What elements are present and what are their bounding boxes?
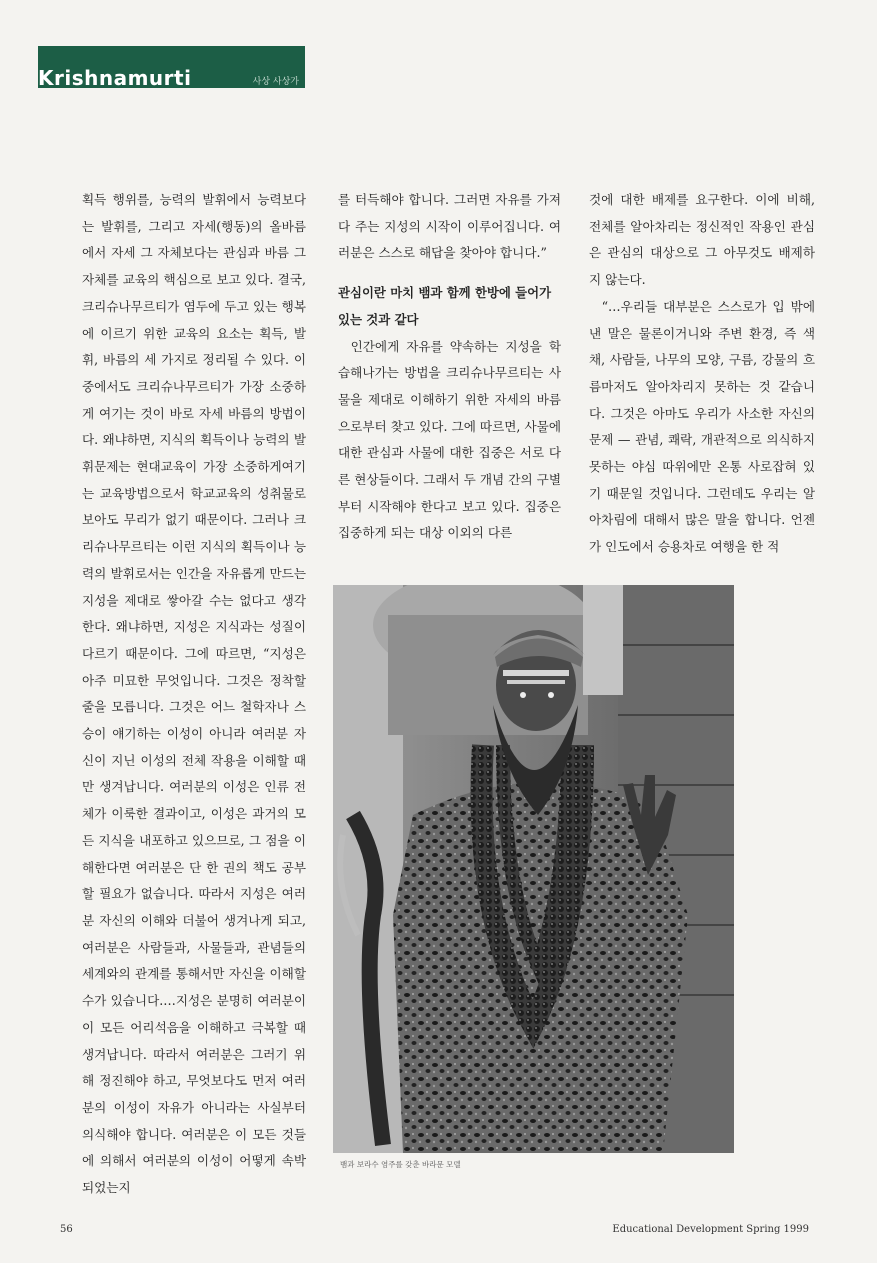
text-column-3 [589,187,815,561]
paragraph: 인간에게 자유를 약속하는 지성을 학습해나가는 방법을 크리슈나무르티는 사물을 제대로 이해하기 위한 자세의 바름으로부터 찾고 있다. 그에 따르면, 사물에 대한 관심과 사물에 대한 집중은 서로 다른 현상들이다. 그래서 두 개념 간의 구별부터 시작해야 한다고 보고 있다. 집중은 집중하게 되는 대상 이외의 다른 [338,338,561,541]
publication-title: Educational Development Spring 1999 [612,1224,809,1235]
paragraph: 를 터득해야 합니다. 그러면 자유를 가져다 주는 지성의 시작이 이루어집니다. 여러분은 스스로 해답을 찾아야 합니다.” [338,192,561,261]
page-number: 56 [60,1224,73,1235]
photo-illustration [333,585,734,1153]
photo-sadhu [333,585,734,1153]
paragraph: “…우리들 대부분은 스스로가 입 밖에 낸 말은 물론이거니와 주변 환경, 즉 색채, 사람들, 나무의 모양, 구름, 강물의 흐름마저도 알아차리지 못하는 것 같습니다. 그것은 아마도 우리가 사소한 자신의 문제 — 관념, 쾌락, 개관적으로 의식하지 못하는 야심 따위에만 온통 사로잡혀 있기 때문일 것입니다. 그런데도 우리는 알아차림에 대해서 많은 말을 합니다. 언젠가 인도에서 승용차로 여행을 한 적 [589,298,815,555]
text-column-1 [82,187,306,1202]
header-title: Krishnamurti [38,66,192,90]
text-column-2 [338,187,561,547]
section-subhead: 관심이란 마치 뱀과 함께 한방에 들어가 있는 것과 같다 [338,285,552,327]
paragraph: 것에 대한 배제를 요구한다. 이에 비해, 전체를 알아차리는 정신적인 작용인 관심은 관심의 대상으로 그 아무것도 배제하지 않는다. [589,192,815,288]
header-bar [38,46,305,88]
header-subtitle: 사상 사상가 [252,77,299,87]
photo-caption: 뱀과 보라수 염주를 갖춘 바라문 모델 [340,1160,461,1169]
paragraph: 획득 행위를, 능력의 발휘에서 능력보다는 발휘를, 그리고 자세(행동)의 올바름에서 자세 그 자체보다는 관심과 바름 그 자체를 교육의 핵심으로 보고 있다. 결국, 크리슈나무르티가 염두에 두고 있는 행복에 이르기 위한 교육의 요소는 획득, 발휘, 바름의 세 가지로 정리될 수 있다. 이중에서도 크리슈나무르티가 가장 소중하게 여기는 것이 바로 자세 바름의 방법이다. 왜냐하면, 지식의 획득이나 능력의 발휘문제는 현대교육이 가장 소중하게여기는 교육방법으로서 학교교육의 성취물로 보아도 무리가 없기 때문이다. 그러나 크리슈나무르티는 이런 지식의 획득이나 능력의 발휘로서는 인간을 자유롭게 만드는 지성을 제대로 쌓아갈 수는 없다고 생각한다. 왜냐하면, 지성은 지식과는 성질이 다르기 때문이다. 그에 따르면, “지성은 아주 미묘한 무엇입니다. 그것은 정착할 줄을 모릅니다. 그것은 어느 철학자나 스승이 얘기하는 이성이 아니라 여러분 자신이 지닌 이성의 전체 작용을 이해할 때만 생겨납니다. 여러분의 이성은 인류 전체가 이룩한 결과이고, 이성은 과거의 모든 지식을 내포하고 있으므로, 그 점을 이해한다면 여러분은 단 한 권의 책도 공부할 필요가 없습니다. 따라서 지성은 여러분 자신의 이해와 더불어 생겨나게 되고, 여러분은 사람들과, 사물들과, 관념들의 세계와의 관계를 통해서만 자신을 이해할 수가 있습니다.…지성은 분명히 여러분이 이 모든 어리석음을 이해하고 극복할 때 생겨납니다. 따라서 여러분은 그러기 위해 정진해야 하고, 무엇보다도 먼저 여러분의 이성이 자유가 아니라는 사실부터 의식해야 합니다. 여러분은 이 모든 것들에 의해서 여러분의 이성이 어떻게 속박되었는지 [82,192,306,1196]
